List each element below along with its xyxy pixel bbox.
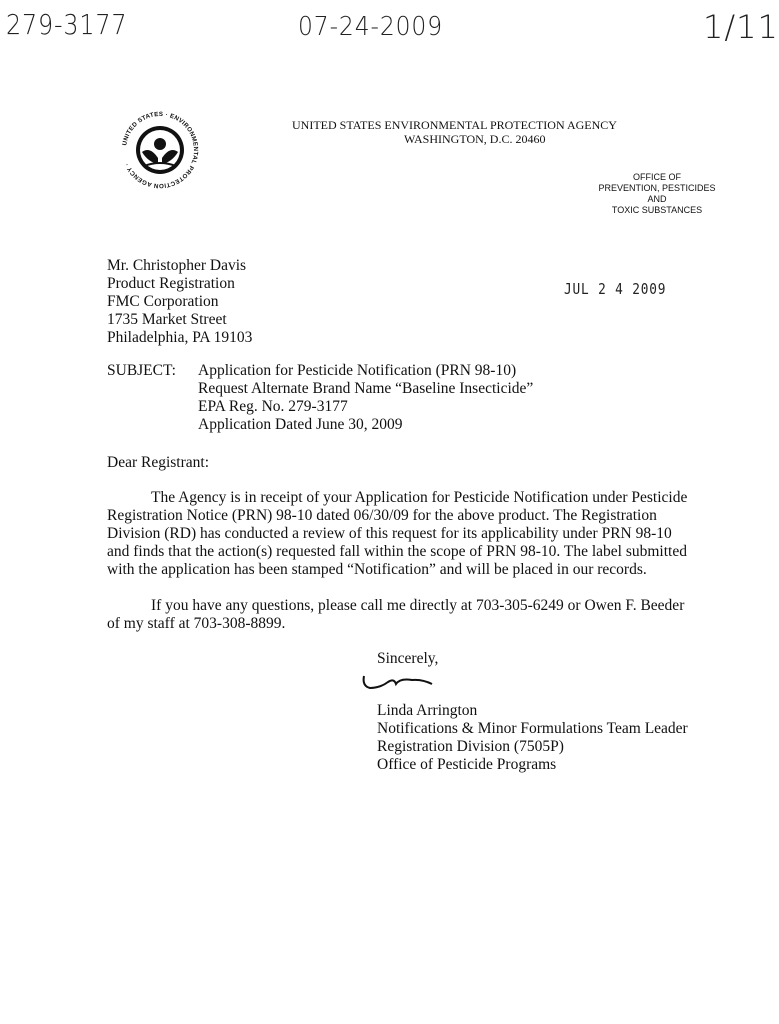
signature-block xyxy=(377,702,688,774)
recipient-city: Philadelphia, PA 19103 xyxy=(107,329,253,346)
svg-text:UNITED STATES · ENVIRONMENTAL: UNITED STATES · ENVIRONMENTAL PROTECTION AGENCY · xyxy=(121,110,200,190)
epa-seal-logo xyxy=(112,108,208,192)
salutation: Dear Registrant: xyxy=(107,454,210,471)
subject-line: Application Dated June 30, 2009 xyxy=(198,416,403,433)
recipient-dept: Product Registration xyxy=(107,275,235,292)
handwritten-page-count: 1/11 xyxy=(703,8,779,46)
handwritten-date: 07-24-2009 xyxy=(298,12,443,42)
subject-line: Application for Pesticide Notification (PRN 98-10) xyxy=(198,362,517,379)
handwritten-reg-number: 279-3177 xyxy=(6,8,128,41)
office-line: PREVENTION, PESTICIDES AND xyxy=(598,183,716,204)
signer-title: Notifications & Minor Formulations Team Leader xyxy=(377,720,688,737)
date-stamp: JUL 2 4 2009 xyxy=(564,280,667,298)
signer-division: Registration Division (7505P) xyxy=(377,738,564,755)
subject-label: SUBJECT: xyxy=(107,362,176,379)
office-line: TOXIC SUBSTANCES xyxy=(611,205,703,215)
subject-block xyxy=(198,362,533,434)
recipient-name: Mr. Christopher Davis xyxy=(107,257,247,274)
signer-office: Office of Pesticide Programs xyxy=(377,756,557,773)
agency-name: UNITED STATES ENVIRONMENTAL PROTECTION AGENCY xyxy=(292,118,617,132)
subject-line: Request Alternate Brand Name “Baseline Insecticide” xyxy=(198,380,534,397)
body-paragraph-1: The Agency is in receipt of your Application for Pesticide Notification under Pesticide Registration Notice (PRN) 98-10 dated 06/30/09 for the above product. The Registration Division (RD) has conducted a review of this request for its applicability under PRN 98-10 and finds that the action(s) requested fall within the scope of PRN 98-10. The label submitted with the application has been stamped “Notification” and will be placed in our records. xyxy=(107,489,688,578)
body-paragraph-2: If you have any questions, please call me directly at 703-305-6249 or Owen F. Beeder of my staff at 703-308-8899. xyxy=(107,597,685,632)
closing: Sincerely, xyxy=(377,650,439,667)
agency-location: WASHINGTON, D.C. 20460 xyxy=(404,132,546,146)
signer-name: Linda Arrington xyxy=(377,702,478,719)
recipient-company: FMC Corporation xyxy=(107,293,219,310)
office-line: OFFICE OF xyxy=(633,172,681,182)
office-block xyxy=(588,172,726,216)
handwritten-signature xyxy=(360,670,440,698)
recipient-street: 1735 Market Street xyxy=(107,311,227,328)
recipient-address xyxy=(107,257,252,347)
subject-line: EPA Reg. No. 279-3177 xyxy=(198,398,348,415)
